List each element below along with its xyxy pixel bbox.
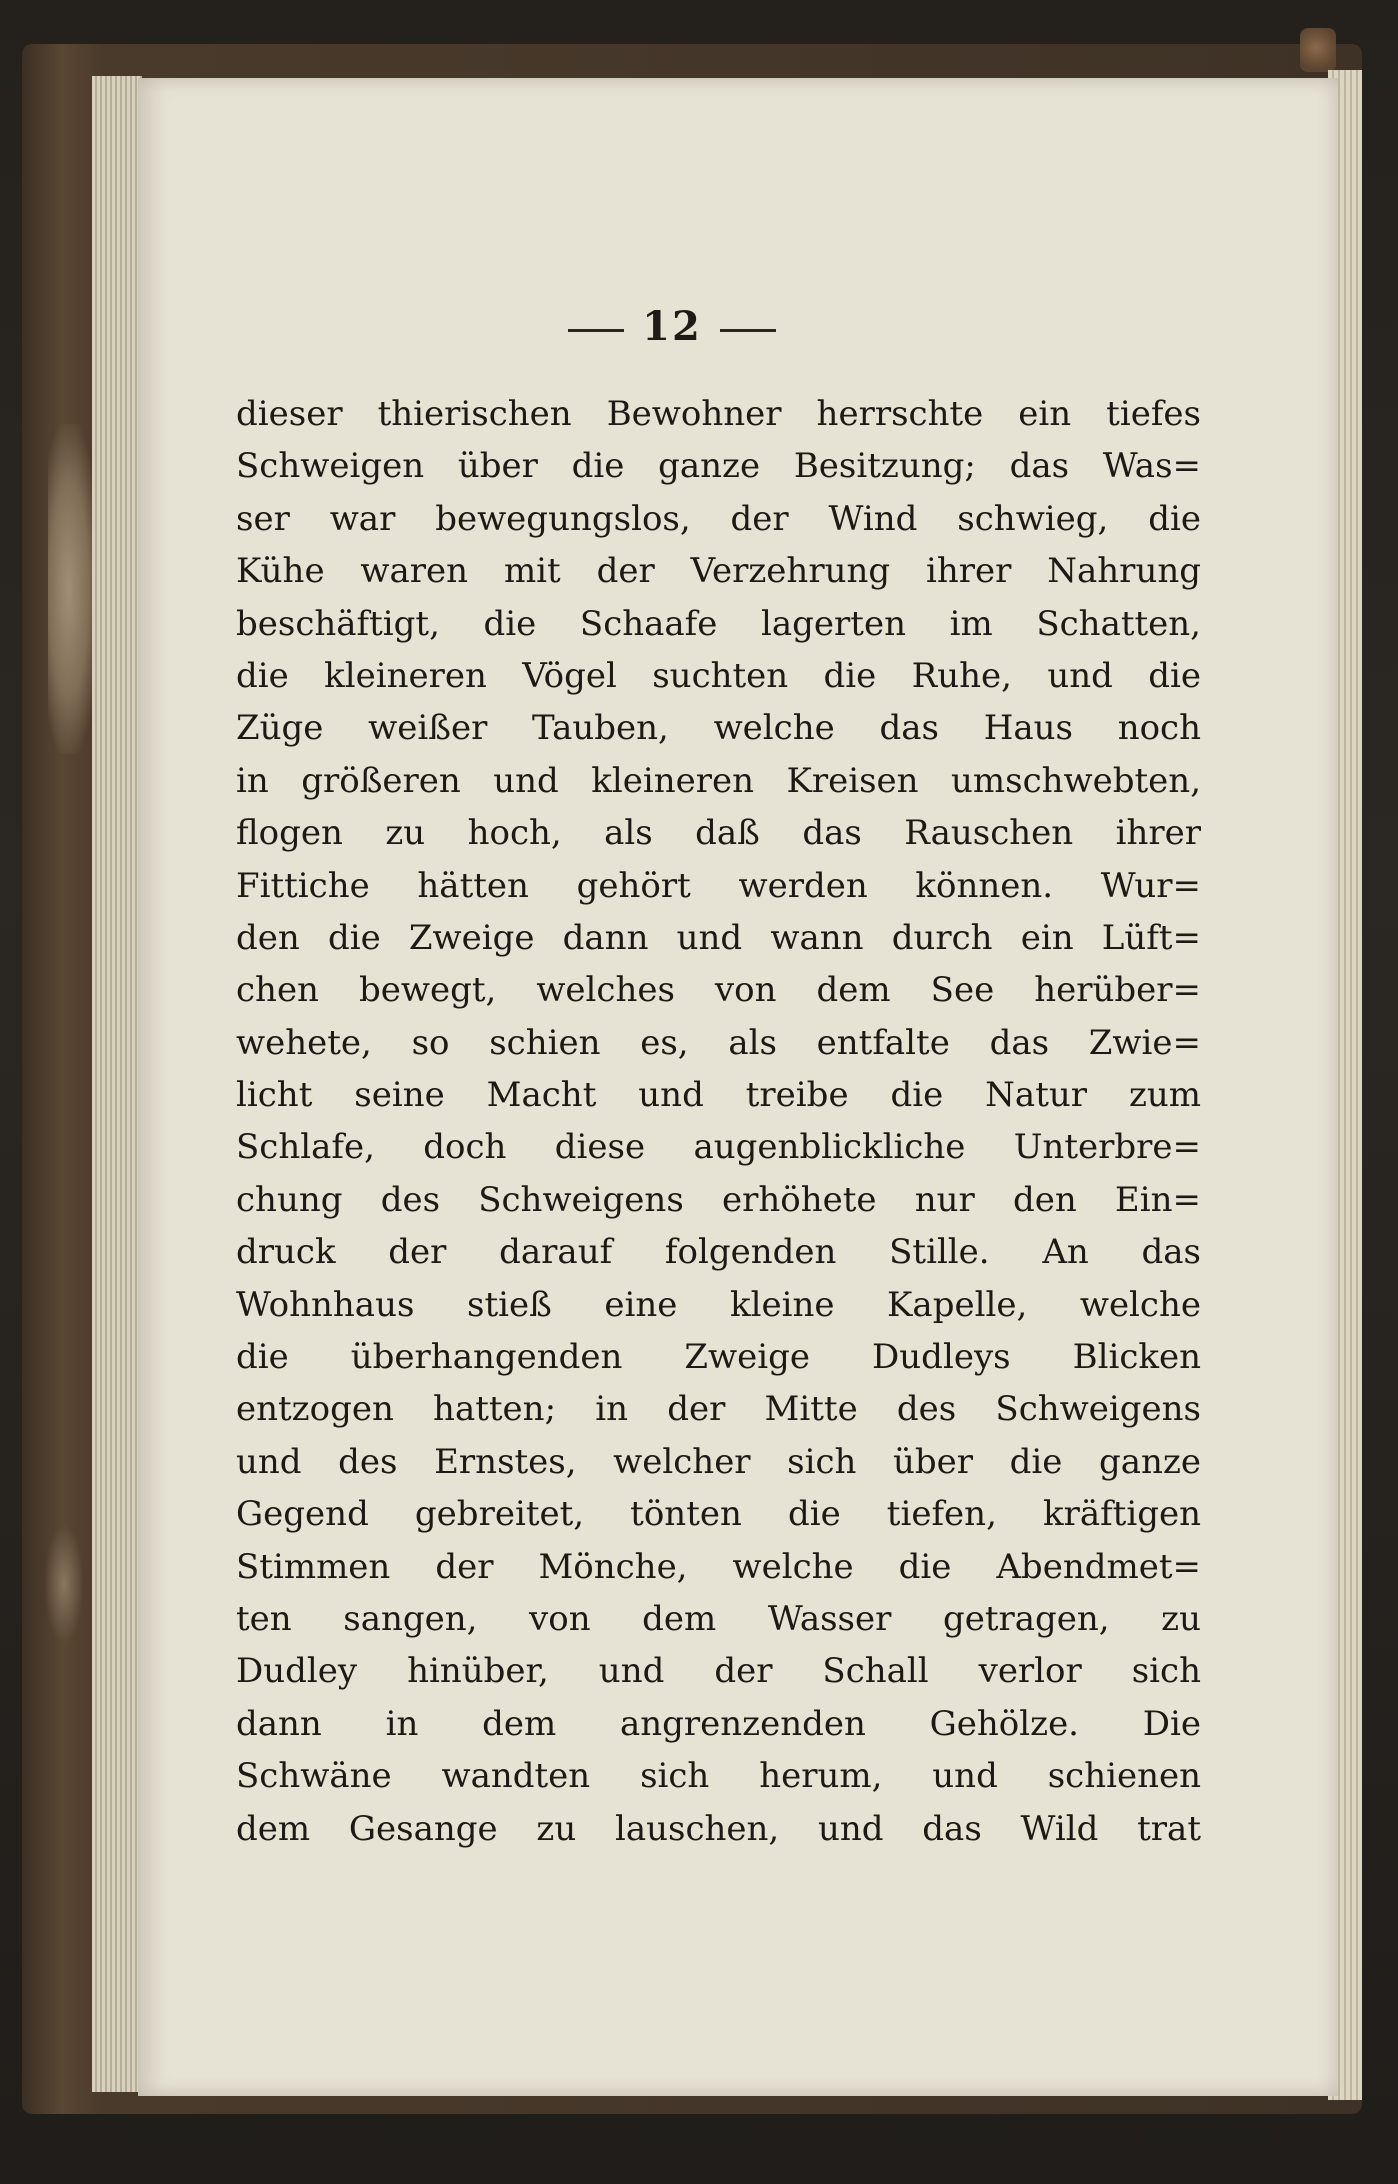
text-line: entzogen hatten; in der Mitte des Schweigens [236,1389,1201,1430]
text-line: licht seine Macht und treibe die Natur zum [236,1075,1201,1116]
text-line: beschäftigt, die Schaafe lagerten im Schatten, [236,603,1201,644]
book-clasp [1300,28,1336,72]
text-line: dann in dem angrenzenden Gehölze. Die [236,1703,1201,1744]
header-dash-right [720,329,776,332]
text-line: ser war bewegungslos, der Wind schwieg, die [236,498,1201,539]
page-header [72,303,1272,350]
text-line: Stimmen der Mönche, welche die Abendmet= [236,1546,1201,1587]
text-line: druck der darauf folgenden Stille. An das [236,1232,1201,1273]
text-line: Schlafe, doch diese augenblickliche Unterbre= [236,1127,1201,1168]
text-line: flogen zu hoch, als daß das Rauschen ihrer [236,813,1201,854]
header-dash-left [568,329,624,332]
text-line: ten sangen, von dem Wasser getragen, zu [236,1598,1201,1639]
text-line: Dudley hinüber, und der Schall verlor sich [236,1651,1201,1692]
page-number: 12 [642,303,702,350]
text-line: in größeren und kleineren Kreisen umschwebten, [236,760,1201,801]
text-line: Züge weißer Tauben, welche das Haus noch [236,708,1201,749]
text-line: Schweigen über die ganze Besitzung; das Was= [236,446,1201,487]
page-body-text [236,388,1201,1855]
page-stack-left-edge [92,76,142,2092]
text-line: Wohnhaus stieß eine kleine Kapelle, welche [236,1284,1201,1325]
text-line: wehete, so schien es, als entfalte das Zwie= [236,1022,1201,1063]
text-line: den die Zweige dann und wann durch ein Lüft= [236,917,1201,958]
text-line: Kühe waren mit der Verzehrung ihrer Nahrung [236,551,1201,592]
text-line: Gegend gebreitet, tönten die tiefen, kräftigen [236,1494,1201,1535]
text-line: chen bewegt, welches von dem See herüber= [236,970,1201,1011]
text-line: Fittiche hätten gehört werden können. Wur= [236,865,1201,906]
text-line: die überhangenden Zweige Dudleys Blicken [236,1337,1201,1378]
text-line: dem Gesange zu lauschen, und das Wild trat [236,1808,1201,1849]
text-line: Schwäne wandten sich herum, und schienen [236,1756,1201,1797]
text-line: und des Ernstes, welcher sich über die ganze [236,1441,1201,1482]
text-line: die kleineren Vögel suchten die Ruhe, und die [236,655,1201,696]
cover-wear-mark [44,1524,84,1644]
text-line: chung des Schweigens erhöhete nur den Ein= [236,1179,1201,1220]
text-line: dieser thierischen Bewohner herrschte ein tiefes [236,394,1201,434]
